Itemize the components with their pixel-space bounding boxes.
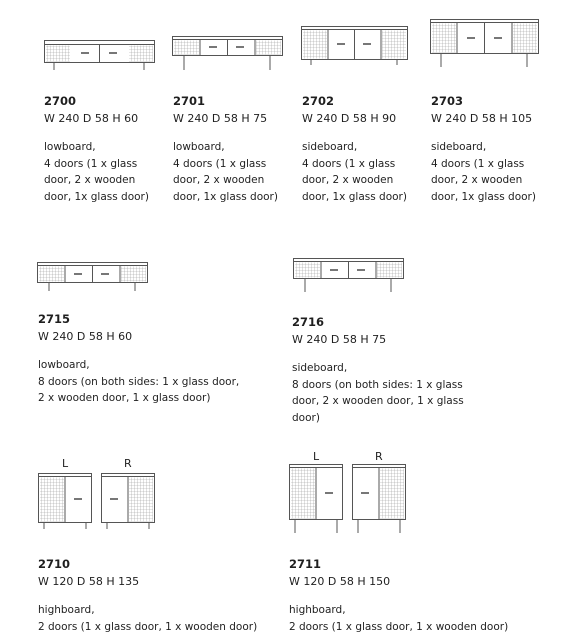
- product-code: 2701: [173, 94, 206, 108]
- product-2716: [292, 315, 482, 426]
- product-2701: [173, 94, 293, 205]
- drawing-2711: [289, 464, 409, 536]
- product-dimensions: W 240 D 58 H 90: [302, 112, 397, 125]
- product-dimensions: W 240 D 58 H 75: [173, 112, 268, 125]
- product-type: sideboard,: [292, 362, 348, 374]
- product-2715: [38, 312, 248, 407]
- product-description: [38, 357, 248, 407]
- product-dimensions: W 240 D 58 H 105: [431, 112, 533, 125]
- product-detail: 4 doors (1 x glass door, 2 x wooden door, 1x glass door): [302, 157, 407, 203]
- drawing-2701: [172, 36, 284, 72]
- product-detail: 4 doors (1 x glass door, 2 x wooden door, 1x glass door): [44, 157, 149, 203]
- product-description: [302, 139, 422, 205]
- product-type: lowboard,: [173, 141, 225, 153]
- product-code: 2716: [292, 315, 325, 329]
- product-description: [173, 139, 293, 205]
- product-code: 2702: [302, 94, 335, 108]
- product-2703: [431, 94, 549, 205]
- label-left-2710: L: [62, 457, 69, 470]
- product-description: [289, 602, 529, 635]
- drawing-2700: [44, 40, 156, 72]
- product-detail: 2 doors (1 x glass door, 1 x wooden door): [38, 620, 258, 633]
- product-code: 2700: [44, 94, 77, 108]
- drawing-2703: [430, 19, 540, 69]
- product-dimensions: W 120 D 58 H 150: [289, 575, 391, 588]
- product-detail: 2 doors (1 x glass door, 1 x wooden door): [289, 620, 509, 633]
- product-type: sideboard,: [431, 141, 487, 153]
- product-description: [38, 602, 278, 635]
- drawing-2710: [38, 473, 158, 533]
- product-type: highboard,: [289, 604, 346, 616]
- product-detail: 8 doors (on both sides: 1 x glass door, 2 x wooden door, 1 x glass door): [38, 375, 240, 404]
- label-right-2710: R: [124, 457, 132, 470]
- product-code: 2711: [289, 557, 322, 571]
- product-type: sideboard,: [302, 141, 358, 153]
- product-dimensions: W 240 D 58 H 60: [44, 112, 139, 125]
- product-type: lowboard,: [38, 359, 90, 371]
- product-description: [292, 360, 482, 426]
- product-dimensions: W 240 D 58 H 75: [292, 333, 387, 346]
- product-type: lowboard,: [44, 141, 96, 153]
- drawing-2716: [293, 258, 405, 294]
- product-2711: [289, 557, 529, 635]
- product-detail: 4 doors (1 x glass door, 2 x wooden door, 1x glass door): [431, 157, 536, 203]
- product-dimensions: W 120 D 58 H 135: [38, 575, 140, 588]
- label-left-2711: L: [313, 450, 320, 463]
- product-detail: 4 doors (1 x glass door, 2 x wooden door, 1x glass door): [173, 157, 278, 203]
- product-dimensions: W 240 D 58 H 60: [38, 330, 133, 343]
- drawing-2702: [301, 26, 409, 66]
- product-description: [431, 139, 549, 205]
- product-2700: [44, 94, 164, 205]
- label-right-2711: R: [375, 450, 383, 463]
- product-2702: [302, 94, 422, 205]
- product-code: 2715: [38, 312, 71, 326]
- product-type: highboard,: [38, 604, 95, 616]
- product-description: [44, 139, 164, 205]
- product-code: 2703: [431, 94, 464, 108]
- product-code: 2710: [38, 557, 71, 571]
- drawing-2715: [37, 262, 149, 294]
- product-detail: 8 doors (on both sides: 1 x glass door, 2 x wooden door, 1 x glass door): [292, 378, 464, 424]
- product-2710: [38, 557, 278, 635]
